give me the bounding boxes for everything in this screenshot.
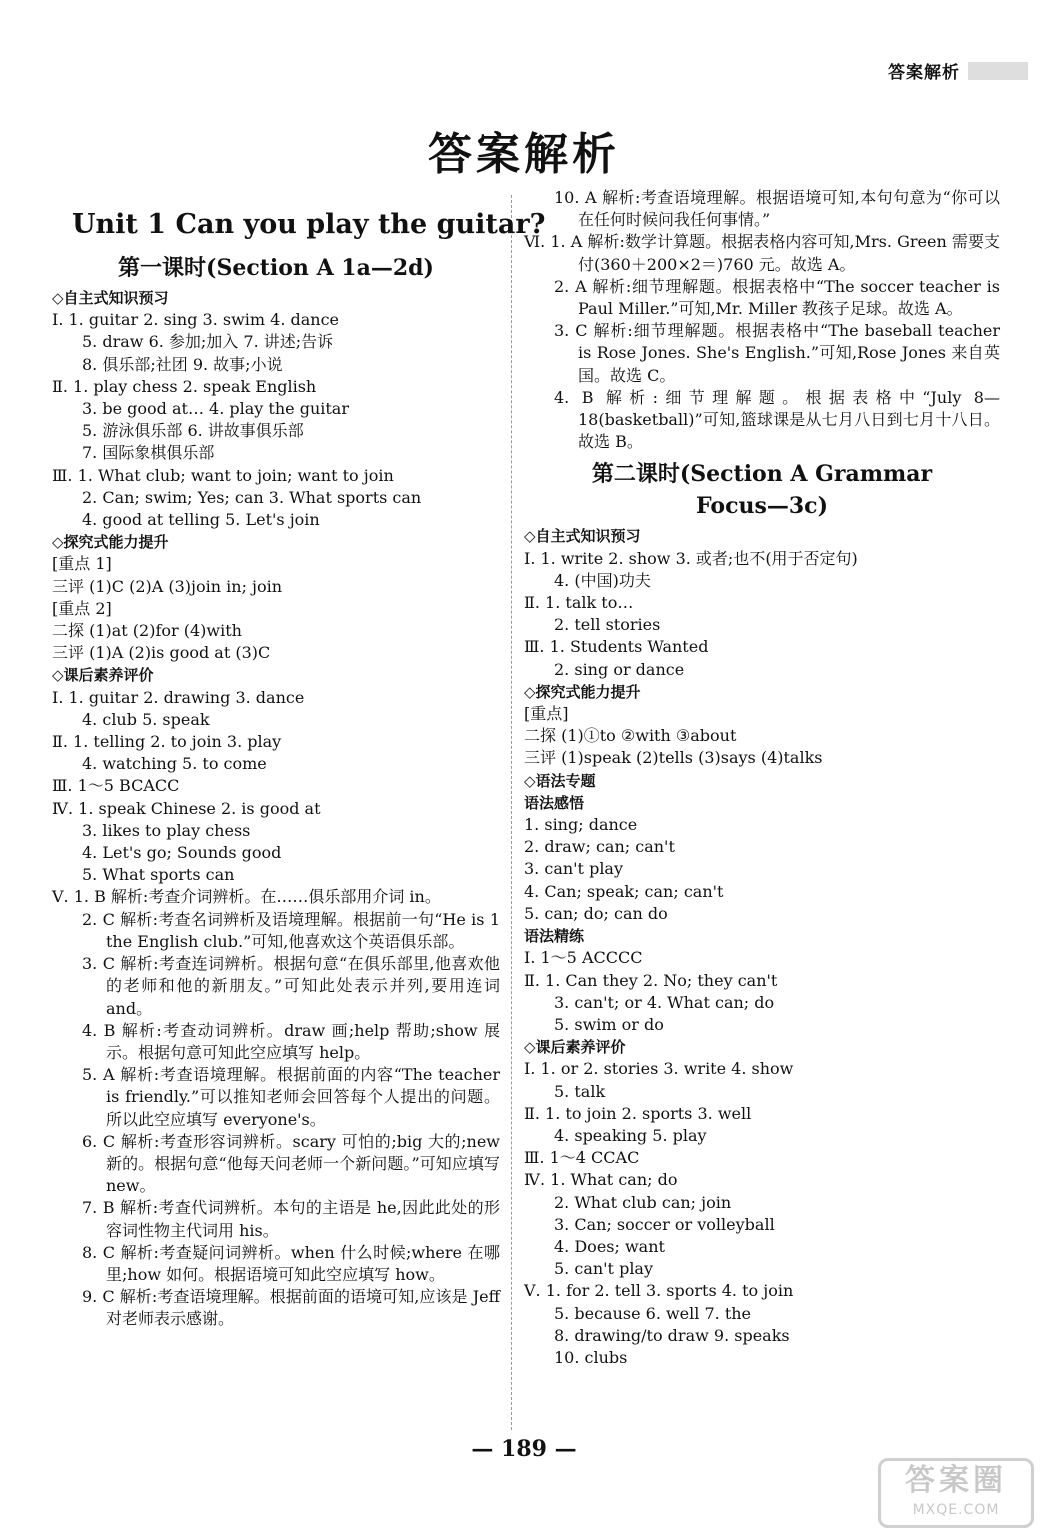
explanation-item: 5. A 解析:考查语境理解。根据前面的内容“The teacher is friendly.”可以推知老师会回答每个人提出的问题。所以此空应填写 everyone's。 [82,1065,500,1129]
header-tag [888,58,1028,83]
section-heading: ◇语法专题 [524,771,596,790]
answer-line: 5. swim or do [554,1014,664,1034]
answer-line: Ⅲ. 1. Students Wanted [524,637,709,657]
answer-line: [重点 1] [52,554,112,574]
answer-line: 5. can; do; can do [524,903,668,923]
watermark-main: 答案圈 [905,1463,1007,1498]
column-divider [511,195,512,1430]
answer-line: 2. Can; swim; Yes; can 3. What sports can [82,487,422,507]
answer-line: 三评 (1)A (2)is good at (3)C [52,643,271,663]
answer-line: 4. (中国)功夫 [554,570,651,590]
left-column [52,205,546,1331]
section-heading: ◇课后素养评价 [524,1038,626,1057]
answer-line: Ⅴ. 1. for 2. tell 3. sports 4. to join [524,1281,794,1301]
right-column [524,187,1000,1369]
section-heading: ◇探究式能力提升 [524,682,641,701]
unit-title: Unit 1 Can you play the guitar? [72,209,546,240]
answer-line: Ⅰ. 1. or 2. stories 3. write 4. show [524,1059,794,1079]
lesson-title-cont: Focus—3c) [696,493,828,520]
answer-line: 3. be good at… 4. play the guitar [82,399,349,419]
header-tag-bar [968,62,1028,80]
answer-line: Ⅲ. 1～4 CCAC [524,1148,640,1168]
answer-line: 三评 (1)C (2)A (3)join in; join [52,576,283,596]
explanation-item: 10. A 解析:考查语境理解。根据语境可知,本句句意为“你可以在任何时候问我任何事情。” [554,188,1000,230]
section-heading: ◇自主式知识预习 [52,289,169,307]
explanation-item: 4. B 解析:细节理解题。根据表格中“July 8—18(basketball)”可知,篮球课是从七月八日到七月十八日。故选 B。 [554,387,1000,452]
answer-line: 2. What club can; join [554,1192,732,1212]
answer-line: Ⅱ. 1. to join 2. sports 3. well [524,1103,752,1123]
section-heading: ◇自主式知识预习 [524,527,641,546]
answer-line: Ⅰ. 1. guitar 2. sing 3. swim 4. dance [52,310,340,330]
answer-line: Ⅳ. 1. speak Chinese 2. is good at [52,798,321,818]
answer-line: 5. because 6. well 7. the [554,1303,752,1323]
answer-line: 4. good at telling 5. Let's join [82,510,320,530]
header-tag-text: 答案解析 [888,63,960,83]
answer-line: 3. likes to play chess [82,820,251,840]
answer-line: Ⅱ. 1. talk to… [524,593,634,613]
explanation-item: 8. C 解析:考查疑问词辨析。when 什么时候;where 在哪里;how 如何。根据语境可知此空应填写 how。 [82,1242,500,1284]
page-title: 答案解析 [428,129,620,180]
answer-line: 5. What sports can [82,865,235,885]
subsection-heading: 语法精练 [524,927,585,946]
explanation-item: Ⅴ. 1. B 解析:考查介词辨析。在……俱乐部用介词 in。 [52,887,441,907]
explanation-item: 9. C 解析:考查语境理解。根据前面的语境可知,应该是 Jeff 对老师表示感谢。 [82,1287,500,1329]
section-heading: ◇课后素养评价 [52,666,154,685]
explanation-item: 4. B 解析:考查动词辨析。draw 画;help 帮助;show 展示。根据句意可知此空应填写 help。 [82,1020,500,1062]
answer-line: 1. sing; dance [524,815,638,835]
answer-line: 二探 (1)at (2)for (4)with [52,621,242,641]
section-heading: ◇探究式能力提升 [52,533,169,552]
answer-line: 3. can't; or 4. What can; do [554,992,775,1012]
answer-line: Ⅱ. 1. telling 2. to join 3. play [52,732,282,752]
answer-line: Ⅰ. 1. guitar 2. drawing 3. dance [52,687,305,707]
answer-line: 8. 俱乐部;社团 9. 故事;小说 [82,354,283,374]
explanation-item: Ⅵ. 1. A 解析:数学计算题。根据表格内容可知,Mrs. Green 需要支付(360＋200×2＝)760 元。故选 A。 [524,232,1000,274]
explanation-item: 3. C 解析:考查连词辨析。根据句意“在俱乐部里,他喜欢他的老师和他的新朋友。”可知此处表示并列,要用连词 and。 [82,954,500,1018]
explanation-item: 6. C 解析:考查形容词辨析。scary 可怕的;big 大的;new 新的。根据句意“他每天问老师一个新问题。”可知应填写 new。 [82,1131,500,1196]
answer-line: Ⅲ. 1～5 BCACC [52,776,180,796]
answer-line: 4. Can; speak; can; can't [524,881,724,901]
answer-line: 2. draw; can; can't [524,837,675,857]
watermark-logo [878,1458,1034,1528]
answer-line: 8. drawing/to draw 9. speaks [554,1325,790,1345]
answer-line: [重点 2] [52,598,112,618]
answer-line: Ⅰ. 1. write 2. show 3. 或者;也不(用于否定句) [524,548,858,568]
answer-line: 4. speaking 5. play [554,1125,707,1145]
answer-line: Ⅱ. 1. play chess 2. speak English [52,376,317,396]
lesson-title: 第二课时(Section A Grammar [591,461,933,488]
answer-line: 5. draw 6. 参加;加入 7. 讲述;告诉 [82,332,334,352]
explanation-item: 2. C 解析:考查名词辨析及语境理解。根据前一句“He is 1 the English club.”可知,他喜欢这个英语俱乐部。 [82,909,500,951]
answer-line: 2. sing or dance [554,659,685,679]
answer-line: 5. can't play [554,1259,654,1279]
answer-line: Ⅰ. 1～5 ACCCC [524,948,643,968]
page-number: — 189 — [471,1436,577,1462]
watermark-url: MXQE.COM [912,1502,1000,1518]
explanation-item: 7. B 解析:考查代词辨析。本句的主语是 he,因此此处的形容词性物主代词用 his。 [82,1198,500,1240]
answer-line: 5. talk [554,1081,606,1101]
answer-line: 4. watching 5. to come [82,754,267,774]
explanation-item: 3. C 解析:细节理解题。根据表格中“The baseball teacher is Rose Jones. She's English.”可知,Rose Jones 来自英国。故选 C。 [554,321,1000,385]
answer-line: 5. 游泳俱乐部 6. 讲故事俱乐部 [82,421,304,441]
answer-line: 三评 (1)speak (2)tells (3)says (4)talks [524,748,823,768]
answer-line: 2. tell stories [554,615,661,635]
answer-line: 4. Does; want [554,1236,665,1256]
answer-line: 3. can't play [524,859,624,879]
subsection-heading: 语法感悟 [524,793,585,812]
explanation-item: 2. A 解析:细节理解题。根据表格中“The soccer teacher is Paul Miller.”可知,Mr. Miller 教孩子足球。故选 A。 [554,276,1000,319]
answer-line: Ⅱ. 1. Can they 2. No; they can't [524,970,778,990]
answer-line: Ⅲ. 1. What club; want to join; want to join [52,465,394,485]
answer-line: 4. club 5. speak [82,709,210,729]
answer-line: 4. Let's go; Sounds good [82,843,282,863]
answer-line: 二探 (1)①to ②with ③about [524,726,737,746]
answer-line: 7. 国际象棋俱乐部 [82,443,215,463]
answer-line: 3. Can; soccer or volleyball [554,1214,775,1234]
answer-line: 10. clubs [554,1347,628,1367]
lesson-title: 第一课时(Section A 1a—2d) [118,255,434,281]
answer-line: [重点] [524,704,569,724]
answer-line: Ⅳ. 1. What can; do [524,1170,678,1190]
